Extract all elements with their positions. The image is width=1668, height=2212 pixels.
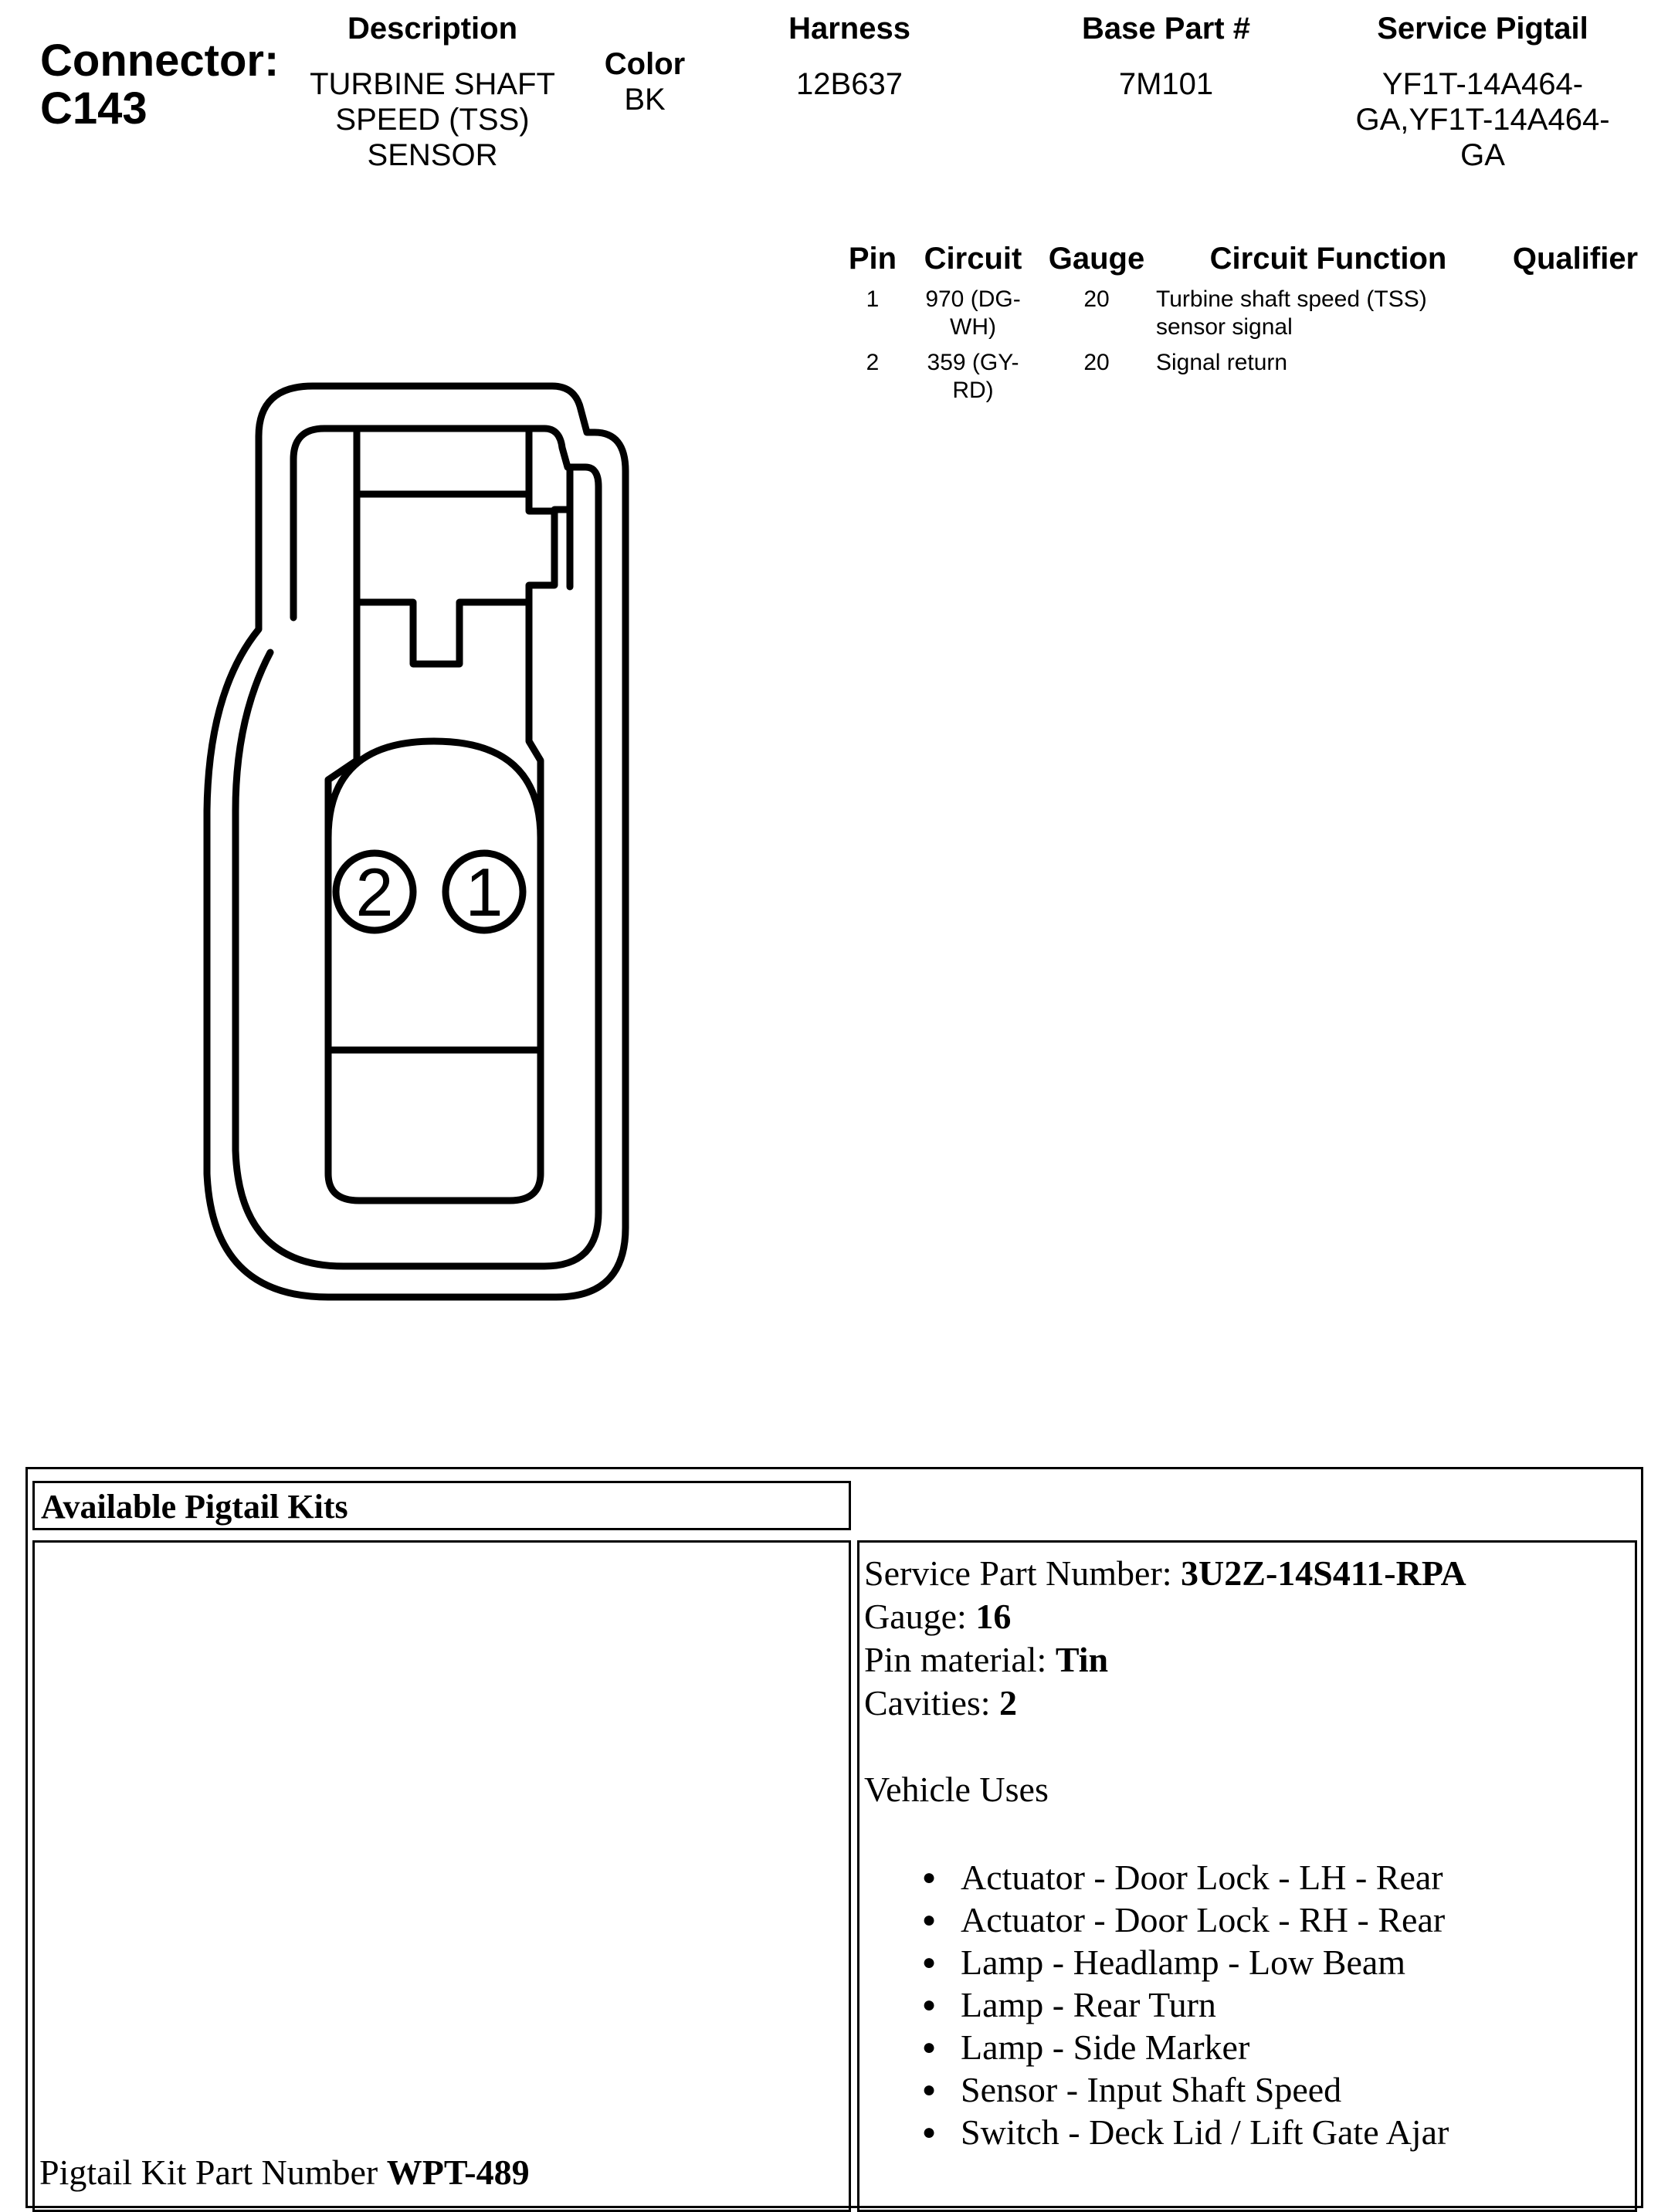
base-part-value: 7M101	[1118, 67, 1214, 101]
qualifier-col-header: Qualifier	[1512, 242, 1639, 276]
color-value: BK	[624, 83, 666, 117]
pin-number: 2	[866, 350, 880, 375]
pigtail-kit-image-cell	[32, 1540, 851, 2212]
harness-header: Harness	[788, 12, 910, 46]
description-header: Description	[347, 12, 518, 46]
service-part-value: 3U2Z-14S411-RPA	[1181, 1553, 1466, 1593]
base-part-header: Base Part #	[1082, 12, 1250, 46]
pin-2-label: 2	[355, 854, 394, 930]
service-part-label: Service Part Number:	[864, 1553, 1182, 1593]
kit-gauge	[864, 1595, 1627, 1638]
circuit-col-header: Circuit	[924, 242, 1022, 276]
housing-outer-outline	[207, 386, 626, 1297]
function-line: Signal return	[1156, 350, 1288, 375]
pigtail-kit-part-number	[39, 2151, 530, 2194]
bullet-icon: ●	[922, 2034, 937, 2060]
list-item	[864, 1941, 1627, 1983]
cavities	[864, 1682, 1627, 1725]
vehicle-use-text: Actuator - Door Lock - LH - Rear	[961, 1858, 1443, 1897]
bullet-icon: ●	[922, 2119, 937, 2145]
pin-material-value: Tin	[1055, 1640, 1109, 1679]
service-pigtail-line: GA	[1460, 138, 1505, 172]
vehicle-use-text: Lamp - Side Marker	[961, 2027, 1250, 2067]
bullet-icon: ●	[922, 1992, 937, 2017]
pin-1-label: 1	[465, 854, 503, 930]
connector-label: Connector:	[40, 36, 280, 86]
function-line: sensor signal	[1156, 314, 1293, 340]
connector-id: C143	[40, 83, 147, 134]
bullet-icon: ●	[922, 1949, 937, 1975]
gauge-col-header: Gauge	[1048, 242, 1145, 276]
gauge-value: 20	[1083, 286, 1110, 312]
vehicle-use-text: Lamp - Headlamp - Low Beam	[961, 1943, 1406, 1982]
pigtail-kits-title: Available Pigtail Kits	[41, 1488, 348, 1526]
description-line: TURBINE SHAFT	[310, 67, 555, 101]
service-pigtail-header: Service Pigtail	[1377, 12, 1588, 46]
vehicle-use-text: Sensor - Input Shaft Speed	[961, 2070, 1342, 2109]
vehicle-uses-heading: Vehicle Uses	[864, 1770, 1049, 1809]
vehicle-uses-list	[864, 1856, 1627, 2153]
circuit-line: 970 (DG-	[925, 286, 1021, 312]
circuit-line: 359 (GY-	[927, 350, 1019, 375]
bullet-icon: ●	[922, 1865, 937, 1890]
kit-gauge-value: 16	[975, 1597, 1012, 1636]
function-col-header: Circuit Function	[1209, 242, 1447, 276]
pigtail-kits-title-cell	[32, 1481, 851, 1530]
list-item	[864, 2111, 1627, 2153]
color-header: Color	[604, 47, 686, 81]
service-part-number	[864, 1552, 1627, 1595]
bullet-icon: ●	[922, 1907, 937, 1933]
list-item	[864, 1983, 1627, 2026]
kit-gauge-label: Gauge:	[864, 1597, 976, 1636]
bullet-icon: ●	[922, 2077, 937, 2102]
function-line: Turbine shaft speed (TSS)	[1156, 286, 1427, 312]
cavities-value: 2	[999, 1683, 1018, 1723]
description-line: SPEED (TSS)	[335, 103, 530, 137]
circuit-line: WH)	[950, 314, 996, 340]
pigtail-kit-details	[864, 1552, 1627, 2153]
vehicle-use-text: Switch - Deck Lid / Lift Gate Ajar	[961, 2112, 1449, 2152]
circuit-line: RD)	[952, 378, 994, 403]
cavity-body	[328, 741, 541, 1201]
pin-material-label: Pin material:	[864, 1640, 1056, 1679]
pigtail-kit-part-value: WPT-489	[386, 2153, 530, 2192]
list-item	[864, 1856, 1627, 1899]
pigtail-kit-part-label: Pigtail Kit Part Number	[39, 2153, 387, 2192]
pigtail-kit-details-cell	[857, 1540, 1637, 2212]
harness-value: 12B637	[796, 67, 903, 101]
description-line: SENSOR	[367, 138, 498, 172]
vehicle-use-text: Actuator - Door Lock - RH - Rear	[961, 1900, 1446, 1939]
list-item	[864, 2068, 1627, 2111]
gauge-value: 20	[1083, 350, 1110, 375]
pin-number: 1	[866, 286, 880, 312]
pin-col-header: Pin	[848, 242, 897, 276]
service-pigtail-line: GA,YF1T-14A464-	[1355, 103, 1610, 137]
list-item	[864, 1899, 1627, 1941]
vehicle-use-text: Lamp - Rear Turn	[961, 1985, 1216, 2024]
service-pigtail-line: YF1T-14A464-	[1382, 67, 1584, 101]
list-item	[864, 2026, 1627, 2068]
cavities-label: Cavities:	[864, 1683, 1000, 1723]
pin-material	[864, 1638, 1627, 1682]
